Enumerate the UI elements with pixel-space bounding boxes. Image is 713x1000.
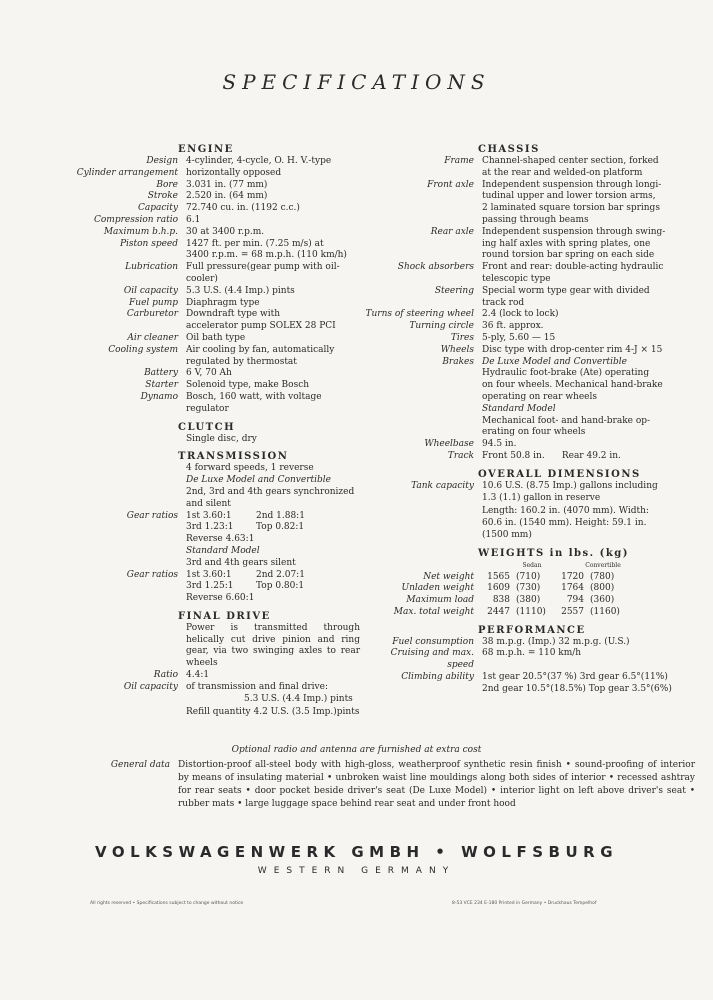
tank-capacity-value: 10.6 U.S. (8.75 Imp.) gallons including 1.3 (1.1) gallon in reserve bbox=[482, 480, 658, 503]
chassis-label: Frame bbox=[444, 156, 474, 166]
performance-row bbox=[362, 672, 702, 696]
engine-spec-label: Compression ratio bbox=[93, 214, 178, 225]
brakes-standard-title: Standard Model bbox=[482, 403, 556, 414]
engine-spec-label: Bore bbox=[156, 179, 178, 190]
weight-values bbox=[482, 607, 702, 619]
transmission-heading: TRANSMISSION bbox=[178, 451, 289, 463]
engine-spec-row bbox=[20, 345, 360, 369]
chassis-heading: CHASSIS bbox=[478, 144, 540, 155]
track-label: Track bbox=[447, 450, 474, 461]
engine-spec-row bbox=[20, 168, 360, 180]
general-data bbox=[20, 759, 695, 811]
performance-label: Climbing ability bbox=[401, 672, 474, 683]
track-value: Front 50.8 in. Rear 49.2 in. bbox=[482, 450, 621, 461]
engine-spec-row bbox=[20, 215, 360, 227]
chassis-value: 2.4 (lock to lock) bbox=[482, 309, 559, 320]
company-country: WESTERN GERMANY bbox=[257, 866, 456, 876]
chassis-label: Turning circle bbox=[409, 321, 474, 332]
sedan-column-header: Sedan bbox=[522, 561, 542, 569]
clutch-value: Single disc, dry bbox=[186, 433, 257, 444]
transmission-intro: 4 forward speeds, 1 reverse bbox=[186, 463, 314, 474]
engine-spec-list bbox=[20, 156, 360, 416]
weights-heading: WEIGHTS in lbs. (kg) bbox=[478, 547, 629, 559]
gear-ratios-label: Gear ratios bbox=[126, 569, 178, 580]
page-title: SPECIFICATIONS bbox=[222, 70, 491, 94]
weight-cell: 794 bbox=[566, 595, 584, 606]
chassis-row bbox=[362, 309, 702, 321]
refill-quantity: Refill quantity 4.2 U.S. (3.5 Imp.)pints bbox=[186, 707, 360, 718]
engine-spec-label: Oil capacity bbox=[123, 285, 178, 296]
weight-cell: 2557 bbox=[561, 606, 584, 617]
engine-spec-value: 3.031 in. (77 mm) bbox=[186, 179, 268, 190]
engine-spec-label: Design bbox=[146, 156, 178, 166]
weight-cell: (1160) bbox=[590, 606, 620, 617]
weight-cell: (730) bbox=[516, 583, 541, 594]
brakes-deluxe: Hydraulic foot-brake (Ate) operating on four wheels. Mechanical hand-brake operating on rear wheels bbox=[482, 368, 663, 402]
chassis-label: Shock absorbers bbox=[397, 262, 474, 273]
weight-values bbox=[482, 595, 702, 607]
weights-column-headers bbox=[482, 560, 702, 572]
engine-spec-label: Cooling system bbox=[108, 344, 178, 355]
engine-spec-row bbox=[20, 392, 360, 416]
engine-spec-label: Fuel pump bbox=[129, 297, 178, 308]
performance-value: 68 m.p.h. = 110 km/h bbox=[482, 648, 582, 659]
engine-spec-row bbox=[20, 286, 360, 298]
gear-ratio: Top 0.80:1 bbox=[256, 581, 305, 592]
engine-spec-value: Air cooling by fan, automatically regulated by thermostat bbox=[186, 344, 335, 367]
gear-ratios-label: Gear ratios bbox=[126, 510, 178, 521]
engine-spec-value: 72.740 cu. in. (1192 c.c.) bbox=[186, 203, 300, 214]
engine-spec-row bbox=[20, 227, 360, 239]
engine-spec-row bbox=[20, 380, 360, 392]
tank-capacity-label: Tank capacity bbox=[411, 480, 474, 491]
engine-spec-row bbox=[20, 262, 360, 286]
performance-label: Fuel consumption bbox=[392, 636, 474, 647]
general-data-label: General data bbox=[110, 760, 170, 770]
engine-spec-value: Diaphragm type bbox=[186, 297, 260, 308]
chassis-label: Tires bbox=[450, 332, 474, 343]
chassis-label: Wheels bbox=[440, 344, 474, 355]
engine-heading: ENGINE bbox=[178, 144, 234, 155]
weight-label: Net weight bbox=[423, 571, 474, 582]
transmission-deluxe-title: De Luxe Model and Convertible bbox=[186, 475, 331, 486]
performance-row bbox=[362, 648, 702, 672]
chassis-value: Disc type with drop-center rim 4-J × 15 bbox=[482, 344, 663, 355]
final-drive-heading: FINAL DRIVE bbox=[178, 610, 271, 622]
dimensions-value: Length: 160.2 in. (4070 mm). Width: 60.6 in. (1540 mm). Height: 59.1 in. (1500 mm) bbox=[482, 506, 649, 540]
final-drive-text: Power is transmitted through helically cut drive pinion and ring gear, via two swinging axles to rear wheels bbox=[186, 622, 360, 669]
oil-capacity-line2: 5.3 U.S. (4.4 Imp.) pints bbox=[244, 693, 353, 704]
weight-cell: (800) bbox=[590, 583, 615, 594]
deluxe-gear-table bbox=[186, 511, 360, 535]
engine-spec-label: Maximum b.h.p. bbox=[103, 226, 178, 237]
chassis-row bbox=[362, 333, 702, 345]
standard-reverse: Reverse 6.60:1 bbox=[186, 593, 255, 604]
chassis-value: 5-ply, 5.60 — 15 bbox=[482, 332, 556, 343]
engine-spec-label: Air cleaner bbox=[127, 332, 178, 343]
gear-ratio: 3rd 1.25:1 bbox=[186, 581, 234, 592]
weight-values bbox=[482, 583, 702, 595]
chassis-value: Independent suspension through longi- tudinal upper and lower torsion arms, 2 laminated square torsion bar springs passing through beams bbox=[482, 179, 662, 225]
weight-cell: (380) bbox=[516, 595, 541, 606]
weight-cell: (360) bbox=[590, 595, 615, 606]
chassis-row bbox=[362, 345, 702, 357]
gear-ratio: 2nd 2.07:1 bbox=[256, 569, 305, 580]
gear-ratio: 2nd 1.88:1 bbox=[256, 510, 305, 521]
weight-cell: 1609 bbox=[487, 583, 510, 594]
engine-spec-value: 6.1 bbox=[186, 214, 201, 225]
engine-spec-value: Downdraft type with accelerator pump SOLEX 28 PCI bbox=[186, 309, 336, 332]
performance-value: 1st gear 20.5°(37 %) 3rd gear 6.5°(11%) 2nd gear 10.5°(18.5%) Top gear 3.5°(6%) bbox=[482, 672, 672, 694]
transmission-standard-title: Standard Model bbox=[186, 545, 260, 556]
chassis-value: 36 ft. approx. bbox=[482, 321, 544, 332]
convertible-column-header: Convertible bbox=[585, 561, 621, 569]
chassis-value: Independent suspension through swing- ing half axles with spring plates, one round torsion bar spring on each side bbox=[482, 226, 666, 261]
oil-capacity-label: Oil capacity bbox=[123, 681, 178, 692]
deluxe-reverse: Reverse 4.63:1 bbox=[186, 534, 255, 545]
clutch-heading: CLUTCH bbox=[178, 421, 236, 433]
engine-spec-row bbox=[20, 298, 360, 310]
left-column bbox=[20, 138, 360, 719]
wheelbase-value: 94.5 in. bbox=[482, 439, 517, 450]
standard-gear-table bbox=[186, 570, 360, 594]
wheelbase-label: Wheelbase bbox=[424, 439, 474, 450]
engine-spec-value: horizontally opposed bbox=[186, 167, 282, 178]
engine-spec-row bbox=[20, 203, 360, 215]
chassis-value: Channel-shaped center section, forked at the rear and welded-on platform bbox=[482, 156, 659, 178]
chassis-label: Front axle bbox=[427, 179, 474, 190]
weight-cell: 1720 bbox=[561, 571, 584, 582]
engine-spec-value: Solenoid type, make Bosch bbox=[186, 380, 310, 391]
weight-row bbox=[362, 595, 702, 607]
chassis-row bbox=[362, 227, 702, 262]
brakes-standard: Mechanical foot- and hand-brake op- erating on four wheels bbox=[482, 415, 651, 438]
engine-spec-label: Cylinder arrangement bbox=[76, 167, 178, 178]
engine-spec-value: 1427 ft. per min. (7.25 m/s) at 3400 r.p.m. = 68 m.p.h. (110 km/h) bbox=[186, 238, 347, 261]
weights-table bbox=[362, 572, 702, 619]
brakes-deluxe-title: De Luxe Model and Convertible bbox=[482, 356, 627, 367]
chassis-spec-list bbox=[362, 156, 702, 357]
ratio-value: 4.4:1 bbox=[186, 670, 210, 681]
transmission-deluxe-text: 2nd, 3rd and 4th gears synchronized and silent bbox=[186, 486, 355, 509]
dimensions-heading: OVERALL DIMENSIONS bbox=[478, 468, 641, 480]
chassis-row bbox=[362, 286, 702, 310]
weight-values bbox=[482, 572, 702, 584]
engine-spec-row bbox=[20, 368, 360, 380]
engine-spec-label: Carburetor bbox=[126, 309, 178, 320]
transmission-standard-text: 3rd and 4th gears silent bbox=[186, 557, 296, 568]
weight-row bbox=[362, 583, 702, 595]
engine-spec-value: 30 at 3400 r.p.m. bbox=[186, 226, 265, 237]
weight-cell: 838 bbox=[492, 595, 510, 606]
engine-spec-value: Oil bath type bbox=[186, 332, 246, 343]
chassis-row bbox=[362, 262, 702, 286]
chassis-row bbox=[362, 156, 702, 180]
weight-cell: 2447 bbox=[487, 606, 510, 617]
ratio-label: Ratio bbox=[153, 670, 178, 681]
engine-spec-label: Stroke bbox=[147, 191, 178, 202]
engine-spec-label: Lubrication bbox=[125, 262, 178, 273]
weight-cell: (710) bbox=[516, 571, 541, 582]
chassis-row bbox=[362, 180, 702, 227]
performance-value: 38 m.p.g. (Imp.) 32 m.p.g. (U.S.) bbox=[482, 636, 630, 647]
chassis-value: Special worm type gear with divided track rod bbox=[482, 285, 650, 308]
engine-spec-row bbox=[20, 333, 360, 345]
engine-spec-label: Battery bbox=[144, 368, 178, 379]
engine-spec-value: 6 V, 70 Ah bbox=[186, 368, 232, 379]
general-data-text: Distortion-proof all-steel body with high-gloss, weatherproof synthetic resin finish • sound-proofing of interior by means of insulating material • unbroken waist line mouldings along both sides of interior • recessed ashtray for rear seats • door pocket beside driver's seat (De Luxe Model) • interior light on left above driver's seat • rubber mats • large luggage space behind rear seat and under front hood bbox=[178, 760, 695, 809]
oil-capacity-line1: of transmission and final drive: bbox=[186, 681, 328, 692]
performance-heading: PERFORMANCE bbox=[478, 624, 586, 636]
weight-cell: 1565 bbox=[487, 571, 510, 582]
brakes-label: Brakes bbox=[442, 356, 474, 367]
gear-ratio: 1st 3.60:1 bbox=[186, 569, 232, 580]
engine-spec-label: Capacity bbox=[138, 203, 178, 214]
engine-spec-row bbox=[20, 180, 360, 192]
gear-ratio: Top 0.82:1 bbox=[256, 522, 305, 533]
chassis-value: Front and rear: double-acting hydraulic telescopic type bbox=[482, 262, 664, 284]
performance-row bbox=[362, 637, 702, 649]
weight-cell: 1764 bbox=[561, 583, 584, 594]
performance-label: Cruising and max. speed bbox=[390, 648, 474, 671]
weight-label: Unladen weight bbox=[401, 583, 474, 594]
performance-list bbox=[362, 637, 702, 696]
chassis-row bbox=[362, 321, 702, 333]
engine-spec-value: 2.520 in. (64 mm) bbox=[186, 191, 268, 202]
weight-cell: (1110) bbox=[516, 606, 546, 617]
gear-ratio: 3rd 1.23:1 bbox=[186, 522, 234, 533]
print-info: 8-53 VCE 234 E-180 Printed in Germany • Druckhaus Tempelhof bbox=[452, 901, 597, 906]
engine-spec-row bbox=[20, 239, 360, 263]
engine-spec-label: Starter bbox=[145, 380, 178, 391]
engine-spec-value: 5.3 U.S. (4.4 Imp.) pints bbox=[186, 285, 295, 296]
weight-label: Maximum load bbox=[406, 595, 474, 606]
weight-row bbox=[362, 607, 702, 619]
company-name: VOLKSWAGENWERK GMBH • WOLFSBURG bbox=[95, 843, 618, 861]
chassis-label: Rear axle bbox=[430, 226, 474, 237]
engine-spec-value: 4-cylinder, 4-cycle, O. H. V.-type bbox=[186, 156, 332, 166]
chassis-label: Turns of steering wheel bbox=[365, 309, 474, 320]
chassis-label: Steering bbox=[434, 285, 474, 296]
weight-cell: (780) bbox=[590, 571, 615, 582]
engine-spec-value: Bosch, 160 watt, with voltage regulator bbox=[186, 391, 322, 414]
engine-spec-row bbox=[20, 156, 360, 168]
engine-spec-row bbox=[20, 191, 360, 203]
right-column bbox=[362, 138, 702, 696]
engine-spec-label: Piston speed bbox=[119, 238, 178, 249]
optional-note: Optional radio and antenna are furnished at extra cost bbox=[231, 745, 482, 755]
engine-spec-row bbox=[20, 309, 360, 333]
weight-label: Max. total weight bbox=[393, 606, 474, 617]
engine-spec-label: Dynamo bbox=[140, 391, 178, 402]
engine-spec-value: Full pressure(gear pump with oil-cooler) bbox=[186, 262, 340, 284]
gear-ratio: 1st 3.60:1 bbox=[186, 510, 232, 521]
rights-notice: All rights reserved • Specifications subject to change without notice bbox=[90, 901, 244, 906]
weight-row bbox=[362, 572, 702, 584]
